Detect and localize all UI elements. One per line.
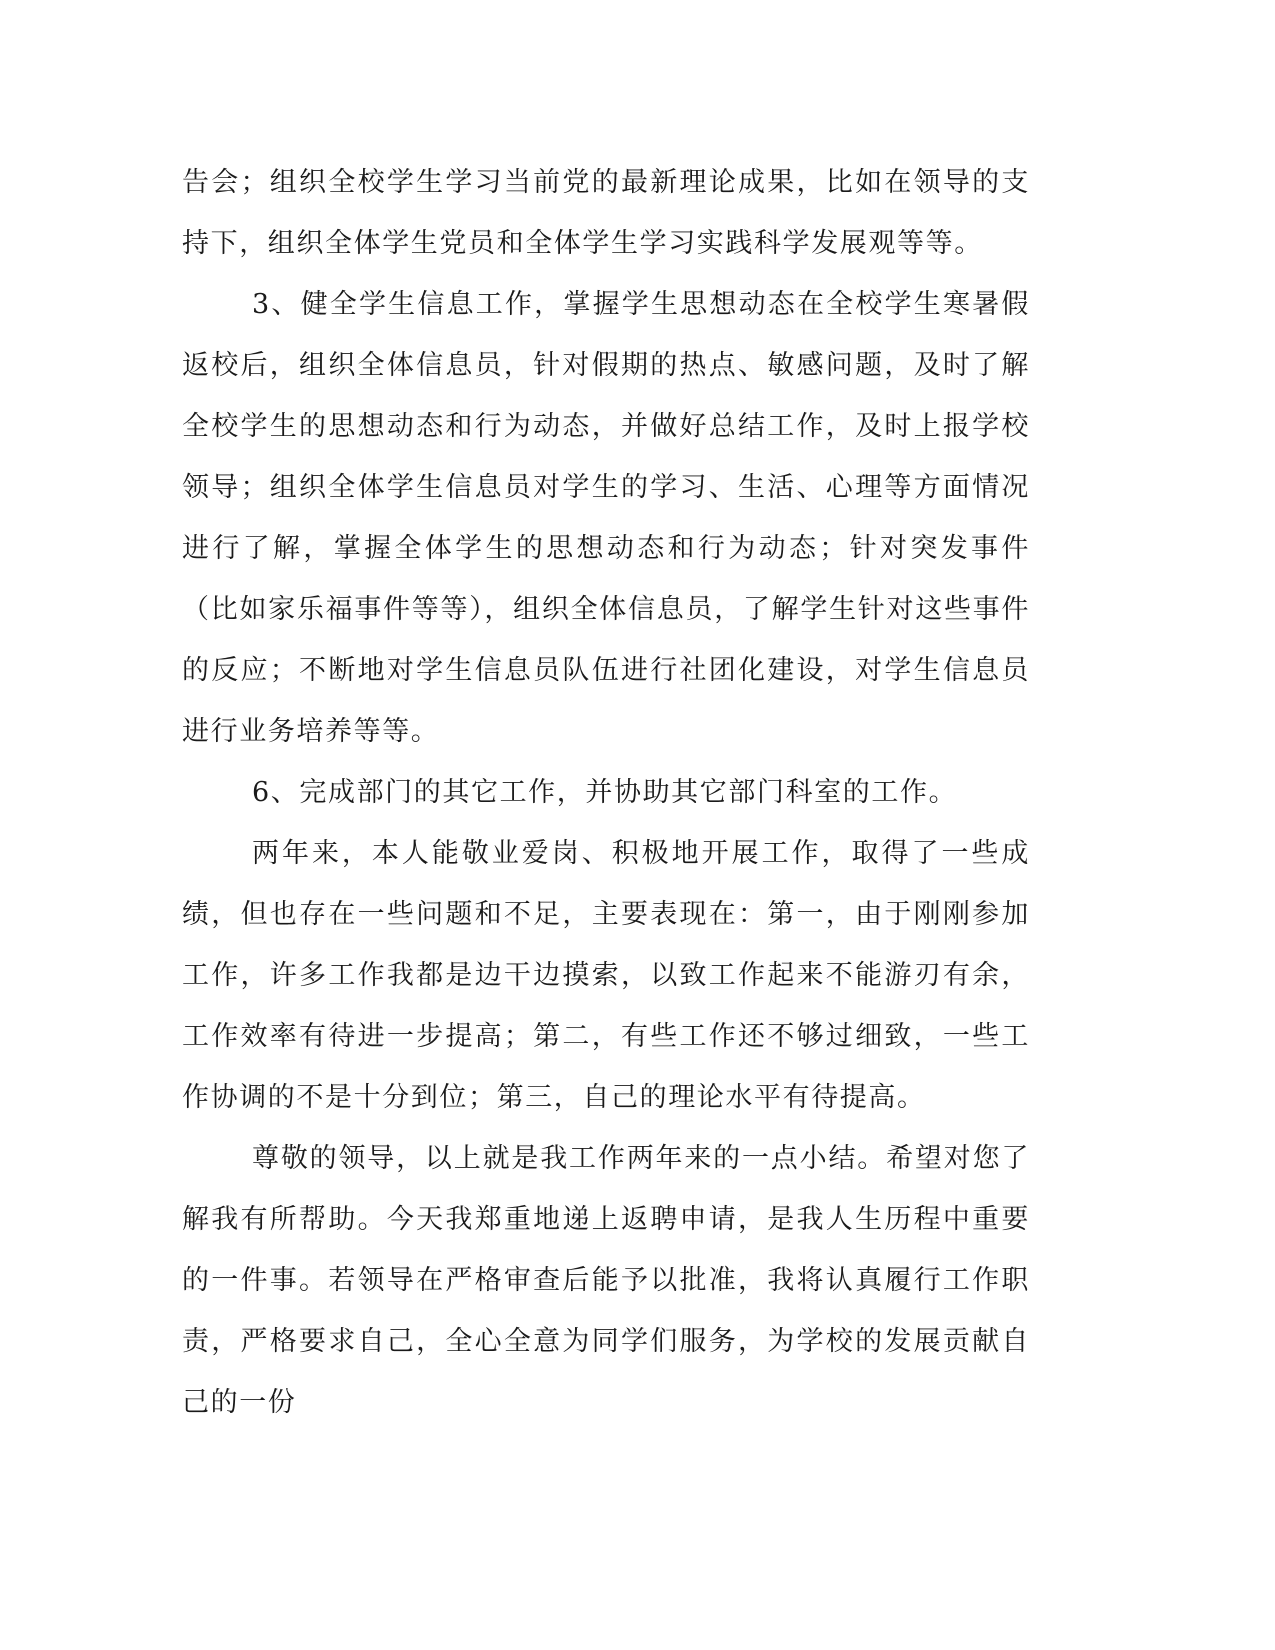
document-body [182,152,1030,1433]
paragraph-student-information: 3、健全学生信息工作，掌握学生思想动态在全校学生寒暑假返校后，组织全体信息员，针对假期的热点、敏感问题，及时了解全校学生的思想动态和行为动态，并做好总结工作，及时上报学校领导；组织全体学生信息员对学生的学习、生活、心理等方面情况进行了解，掌握全体学生的思想动态和行为动态；针对突发事件（比如家乐福事件等等），组织全体信息员，了解学生针对这些事件的反应；不断地对学生信息员队伍进行社团化建设，对学生信息员进行业务培养等等。 [182,289,1030,747]
paragraph-closing-request: 尊敬的领导，以上就是我工作两年来的一点小结。希望对您了解我有所帮助。今天我郑重地递上返聘申请，是我人生历程中重要的一件事。若领导在严格审查后能予以批准，我将认真履行工作职责，严格要求自己，全心全意为同学们服务，为学校的发展贡献自己的一份 [182,1143,1030,1418]
paragraph-other-work: 6、完成部门的其它工作，并协助其它部门科室的工作。 [252,777,958,808]
paragraph-self-assessment: 两年来，本人能敬业爱岗、积极地开展工作，取得了一些成绩，但也存在一些问题和不足，主要表现在：第一，由于刚刚参加工作，许多工作我都是边干边摸索，以致工作起来不能游刃有余，工作效率有待进一步提高；第二，有些工作还不够过细致，一些工作协调的不是十分到位；第三，自己的理论水平有待提高。 [182,838,1030,1113]
paragraph-continuation: 告会；组织全校学生学习当前党的最新理论成果，比如在领导的支持下，组织全体学生党员和全体学生学习实践科学发展观等等。 [182,167,1030,259]
